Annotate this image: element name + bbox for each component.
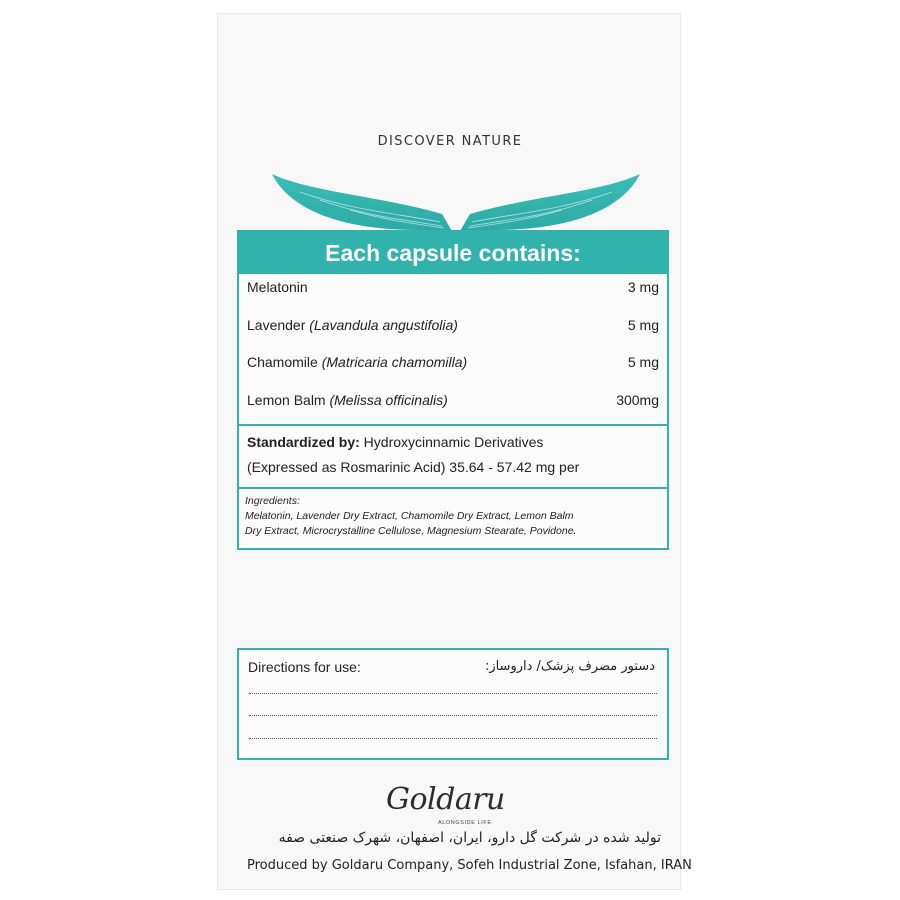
- ingredient-name: Melatonin: [247, 279, 308, 295]
- produced-by-en: Produced by Goldaru Company, Sofeh Industrial Zone, Isfahan, IRAN: [247, 858, 692, 873]
- ingredient-name: Chamomile: [247, 354, 322, 370]
- divider: [239, 487, 667, 489]
- ingredient-latin: (Lavandula angustifolia): [309, 317, 458, 333]
- ingredient-row: [247, 279, 659, 295]
- dotted-line: [249, 714, 657, 716]
- standardized-text: [247, 430, 659, 480]
- ingredient-row: [247, 354, 659, 370]
- produced-by-fa: تولید شده در شرکت گل دارو، ایران، اصفهان، شهرک صنعتی صفه: [278, 830, 661, 846]
- ingredient-amount: 5 mg: [627, 317, 659, 333]
- ingredients-text: [245, 494, 661, 539]
- ingredient-latin: (Melissa officinalis): [329, 392, 448, 408]
- ingredient-amount: 3 mg: [627, 279, 659, 295]
- ingredient-name: Lemon Balm: [247, 392, 330, 408]
- capsule-contents-panel: [237, 230, 669, 550]
- dotted-line: [249, 692, 657, 694]
- ingredients-line2: Dry Extract, Microcrystalline Cellulose, Magnesium Stearate, Povidone.: [245, 525, 577, 537]
- directions-panel: [237, 648, 669, 760]
- brand-tagline: ALONGSIDE LIFE: [438, 820, 492, 826]
- ingredient-row: [247, 317, 659, 333]
- ingredient-row: [247, 392, 659, 408]
- brand-logo: [386, 782, 526, 832]
- directions-label-fa: دستور مصرف پزشک/ داروساز:: [484, 659, 655, 674]
- directions-label-en: Directions for use:: [248, 659, 361, 675]
- standardized-line2: (Expressed as Rosmarinic Acid) 35.64 - 57.42 mg per: [247, 459, 580, 475]
- ingredients-line1: Melatonin, Lavender Dry Extract, Chamomile Dry Extract, Lemon Balm: [245, 510, 574, 522]
- dotted-line: [249, 737, 657, 739]
- brand-name: Goldaru: [386, 782, 505, 817]
- divider: [239, 424, 667, 426]
- ingredient-latin: (Matricaria chamomilla): [321, 354, 468, 370]
- tagline: DISCOVER NATURE: [377, 134, 523, 149]
- standardized-line1: Hydroxycinnamic Derivatives: [359, 434, 544, 450]
- ingredient-amount: 300mg: [616, 392, 659, 408]
- ingredients-label: Ingredients:: [245, 495, 300, 507]
- ingredient-amount: 5 mg: [627, 354, 659, 370]
- standardized-label: Standardized by:: [247, 434, 360, 450]
- panel-heading: Each capsule contains:: [239, 232, 667, 274]
- ingredient-name: Lavender: [247, 317, 310, 333]
